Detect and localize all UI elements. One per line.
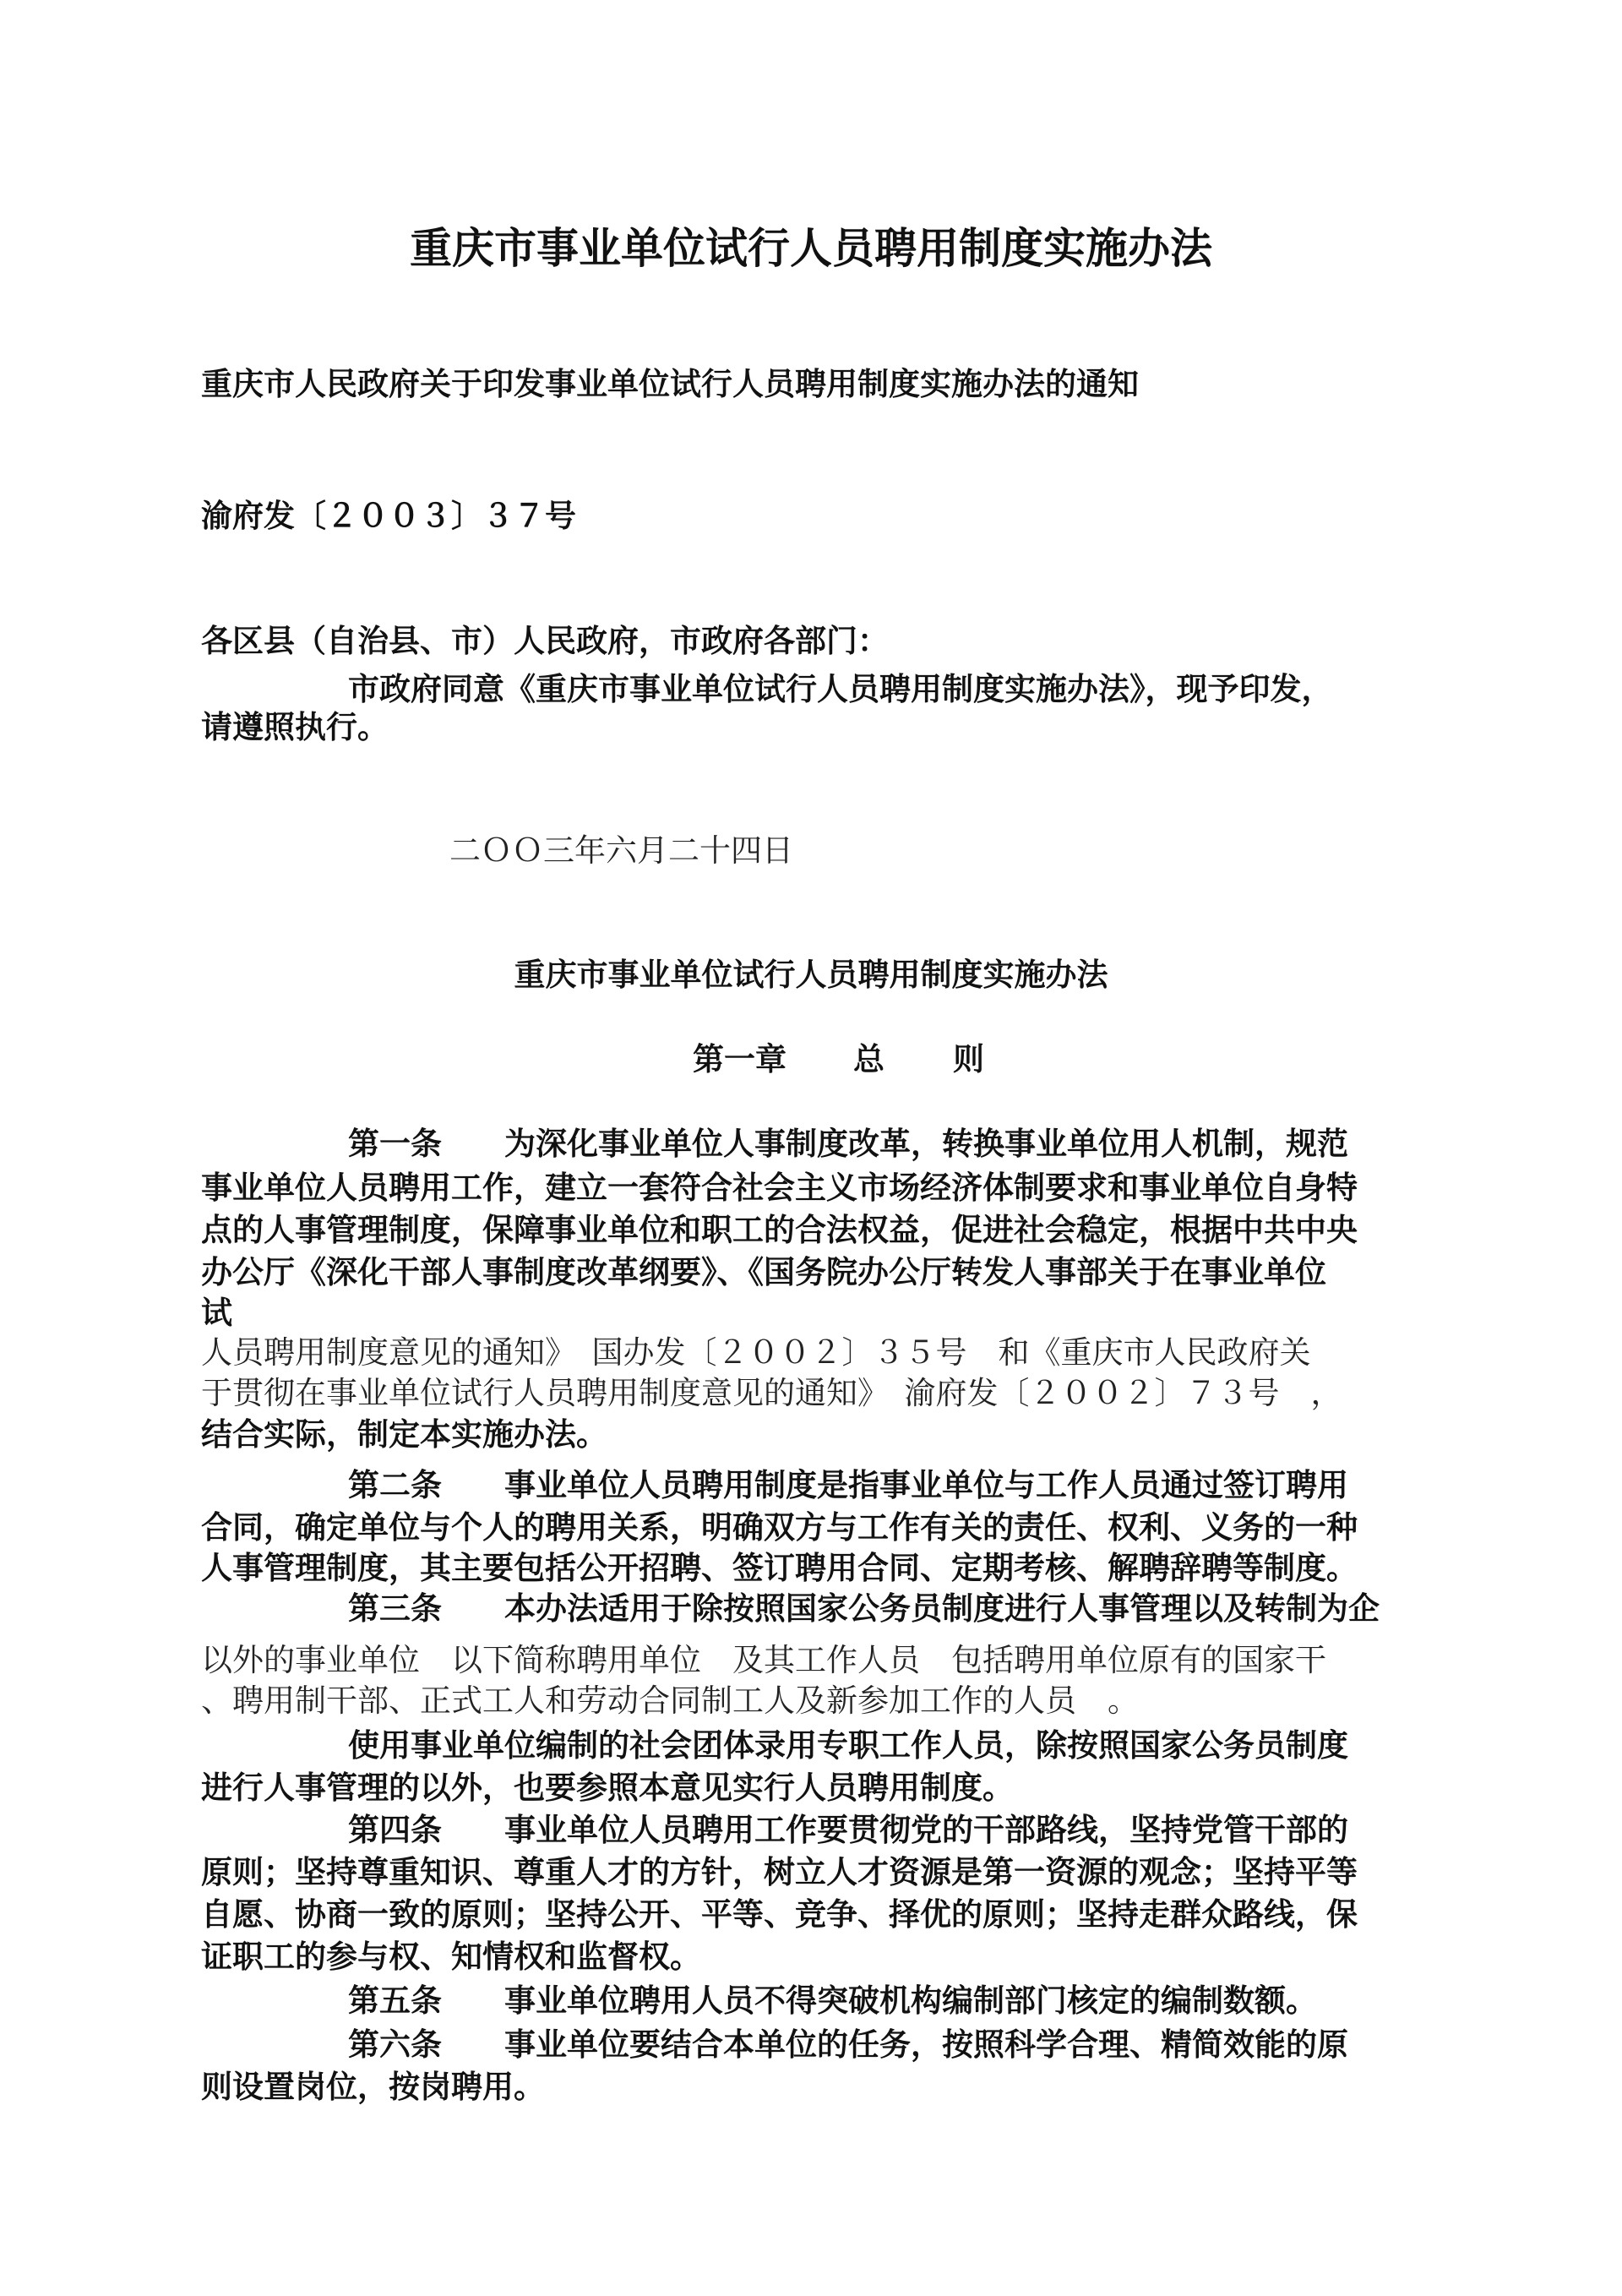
body-line: 证职工的参与权、知情权和监督权。 [201,1938,701,1975]
body-line: 则设置岗位，按岗聘用。 [201,2068,545,2105]
body-line: 人事管理制度，其主要包括公开招聘、签订聘用合同、定期考核、解聘辞聘等制度。 [201,1549,1358,1586]
body-line: 试 [201,1294,232,1331]
body-line: 以外的事业单位 以下简称聘用单位 及其工作人员 包括聘用单位原有的国家干 [201,1642,1326,1678]
body-line: 第五条 事业单位聘用人员不得突破机构编制部门核定的编制数额。 [348,1982,1317,2019]
body-line: 使用事业单位编制的社会团体录用专职工作人员，除按照国家公务员制度 [348,1726,1348,1764]
addressee: 各区县（自治县、市）人民政府，市政府各部门： [201,622,889,659]
body-line: 自愿、协商一致的原则；坚持公开、平等、竞争、择优的原则；坚持走群众路线，保 [201,1895,1358,1933]
body-line: 合同，确定单位与个人的聘用关系，明确双方与工作有关的责任、权利、义务的一种 [201,1508,1358,1546]
doc-number: 渝府发〔２００３〕３７号 [201,497,576,534]
sub-title: 重庆市事业单位试行人员聘用制度实施办法 [514,956,1108,993]
chapter-word: 总 [853,1040,884,1077]
body-line: 人员聘用制度意见的通知》 国办发〔２００２〕３５号 和《重庆市人民政府关 [201,1334,1311,1371]
chapter-number: 第一章 [693,1040,787,1077]
body-line: 事业单位人员聘用工作，建立一套符合社会主义市场经济体制要求和事业单位自身特 [201,1169,1358,1206]
body-line: 第一条 为深化事业单位人事制度改革，转换事业单位用人机制，规范 [348,1125,1348,1162]
main-title: 重庆市事业单位试行人员聘用制度实施办法 [410,223,1212,273]
issue-date: 二ＯＯ三年六月二十四日 [449,832,793,869]
body-line: 办公厅《深化干部人事制度改革纲要》、《国务院办公厅转发人事部关于在事业单位 [201,1253,1326,1290]
notice-body-line: 市政府同意《重庆市事业单位试行人员聘用制度实施办法》，现予印发， [348,670,1333,707]
body-line: 于贯彻在事业单位试行人员聘用制度意见的通知》 渝府发〔２００２〕７３号 ， [201,1375,1342,1411]
chapter-word: 则 [953,1040,984,1077]
body-line: 第四条 事业单位人员聘用工作要贯彻党的干部路线，坚持党管干部的 [348,1811,1348,1848]
body-line: 第六条 事业单位要结合本单位的任务，按照科学合理、精简效能的原 [348,2026,1348,2063]
body-line: 进行人事管理的以外，也要参照本意见实行人员聘用制度。 [201,1769,1014,1806]
body-line: 、聘用制干部、正式工人和劳动合同制工人及新参加工作的人员 。 [201,1682,1139,1719]
body-line: 点的人事管理制度，保障事业单位和职工的合法权益，促进社会稳定，根据中共中央 [201,1211,1358,1248]
notice-body-line: 请遵照执行。 [201,708,389,745]
body-line: 结合实际，制定本实施办法。 [201,1415,607,1453]
body-line: 第二条 事业单位人员聘用制度是指事业单位与工作人员通过签订聘用 [348,1466,1348,1503]
body-line: 第三条 本办法适用于除按照国家公务员制度进行人事管理以及转制为企 [348,1590,1380,1627]
body-line: 原则；坚持尊重知识、尊重人才的方针，树立人才资源是第一资源的观念；坚持平等 [201,1853,1358,1890]
notice-title: 重庆市人民政府关于印发事业单位试行人员聘用制度实施办法的通知 [201,365,1139,402]
